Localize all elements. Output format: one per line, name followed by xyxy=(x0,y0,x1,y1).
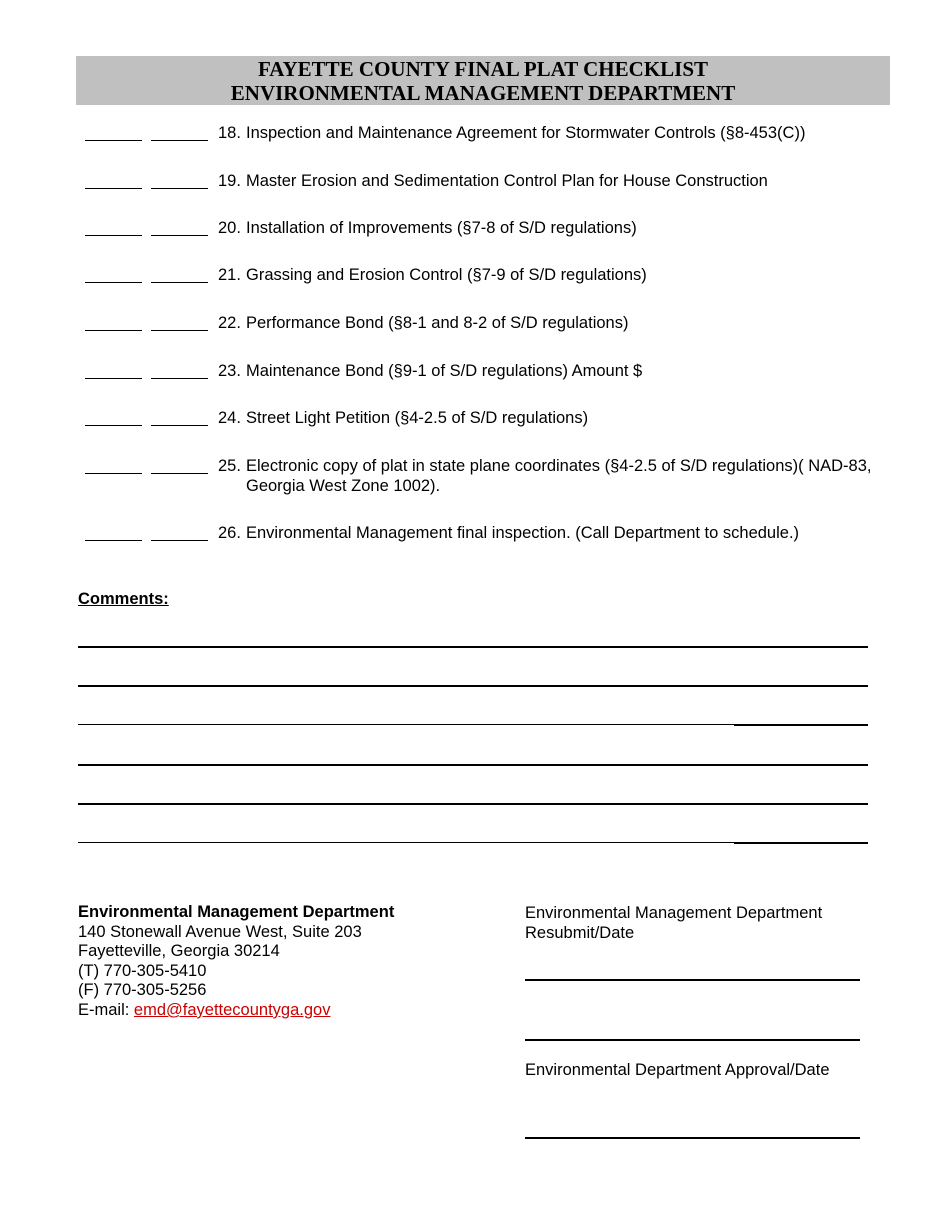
check-blank-2[interactable] xyxy=(151,378,208,379)
item-number: 22. xyxy=(218,314,241,332)
email-label: E-mail: xyxy=(78,1000,134,1019)
check-blank-2[interactable] xyxy=(151,425,208,426)
item-number: 25. xyxy=(218,457,241,475)
email-link[interactable]: emd@fayettecountyga.gov xyxy=(133,1000,331,1019)
check-blank-1[interactable] xyxy=(85,540,142,541)
check-blank-1[interactable] xyxy=(85,188,142,189)
item-number: 18. xyxy=(218,124,241,142)
resubmit-label-line2: Resubmit/Date xyxy=(525,924,635,942)
item-number: 26. xyxy=(218,524,241,542)
resubmit-label-line1: Environmental Management Department xyxy=(525,904,823,922)
comment-line-segment xyxy=(734,842,868,844)
comment-line[interactable] xyxy=(78,685,868,687)
item-number: 19. xyxy=(218,172,241,190)
page-header xyxy=(76,56,890,105)
comment-line[interactable] xyxy=(78,646,868,648)
check-blank-1[interactable] xyxy=(85,473,142,474)
contact-street: 140 Stonewall Avenue West, Suite 203 xyxy=(78,922,362,941)
check-blank-2[interactable] xyxy=(151,473,208,474)
item-number: 23. xyxy=(218,362,241,380)
contact-block xyxy=(78,903,394,1021)
check-blank-1[interactable] xyxy=(85,235,142,236)
comment-line[interactable] xyxy=(78,842,868,843)
check-blank-2[interactable] xyxy=(151,282,208,283)
resubmit-signature-line-2[interactable] xyxy=(525,1039,860,1041)
item-text: Environmental Management final inspection. (Call Department to schedule.) xyxy=(246,524,800,542)
check-blank-2[interactable] xyxy=(151,235,208,236)
item-text: Master Erosion and Sedimentation Control Plan for House Construction xyxy=(246,172,768,190)
contact-department: Environmental Management Department xyxy=(78,903,395,921)
resubmit-signature-line[interactable] xyxy=(525,979,860,981)
contact-email-row xyxy=(78,1001,394,1021)
item-text: Electronic copy of plat in state plane coordinates (§4-2.5 of S/D regulations)( NAD-83, Georgia West Zone 1002). xyxy=(246,457,872,495)
check-blank-2[interactable] xyxy=(151,330,208,331)
header-title: FAYETTE COUNTY FINAL PLAT CHECKLIST xyxy=(257,57,709,81)
check-blank-1[interactable] xyxy=(85,378,142,379)
item-text: Installation of Improvements (§7-8 of S/D regulations) xyxy=(246,219,637,237)
check-blank-2[interactable] xyxy=(151,140,208,141)
check-blank-1[interactable] xyxy=(85,140,142,141)
check-blank-1[interactable] xyxy=(85,330,142,331)
item-text: Street Light Petition (§4-2.5 of S/D regulations) xyxy=(246,409,589,427)
item-number: 24. xyxy=(218,409,241,427)
approval-label: Environmental Department Approval/Date xyxy=(525,1061,830,1079)
check-blank-2[interactable] xyxy=(151,540,208,541)
comment-line-segment xyxy=(734,724,868,726)
item-text: Maintenance Bond (§9-1 of S/D regulations) Amount $ xyxy=(246,362,643,380)
comment-line[interactable] xyxy=(78,724,868,725)
item-number: 20. xyxy=(218,219,241,237)
item-number: 21. xyxy=(218,266,241,284)
comments-label: Comments: xyxy=(78,590,169,608)
item-text: Inspection and Maintenance Agreement for Stormwater Controls (§8-453(C)) xyxy=(246,124,806,142)
comment-line[interactable] xyxy=(78,764,868,766)
comment-line[interactable] xyxy=(78,803,868,805)
item-text: Performance Bond (§8-1 and 8-2 of S/D regulations) xyxy=(246,314,629,332)
check-blank-2[interactable] xyxy=(151,188,208,189)
check-blank-1[interactable] xyxy=(85,425,142,426)
contact-phone: (T) 770-305-5410 xyxy=(78,961,207,980)
header-subtitle: ENVIRONMENTAL MANAGEMENT DEPARTMENT xyxy=(230,81,736,105)
item-text: Grassing and Erosion Control (§7-9 of S/D regulations) xyxy=(246,266,647,284)
approval-signature-line[interactable] xyxy=(525,1137,860,1139)
resubmit-label xyxy=(525,903,822,943)
contact-fax: (F) 770-305-5256 xyxy=(78,981,207,1000)
check-blank-1[interactable] xyxy=(85,282,142,283)
contact-city: Fayetteville, Georgia 30214 xyxy=(78,942,280,961)
